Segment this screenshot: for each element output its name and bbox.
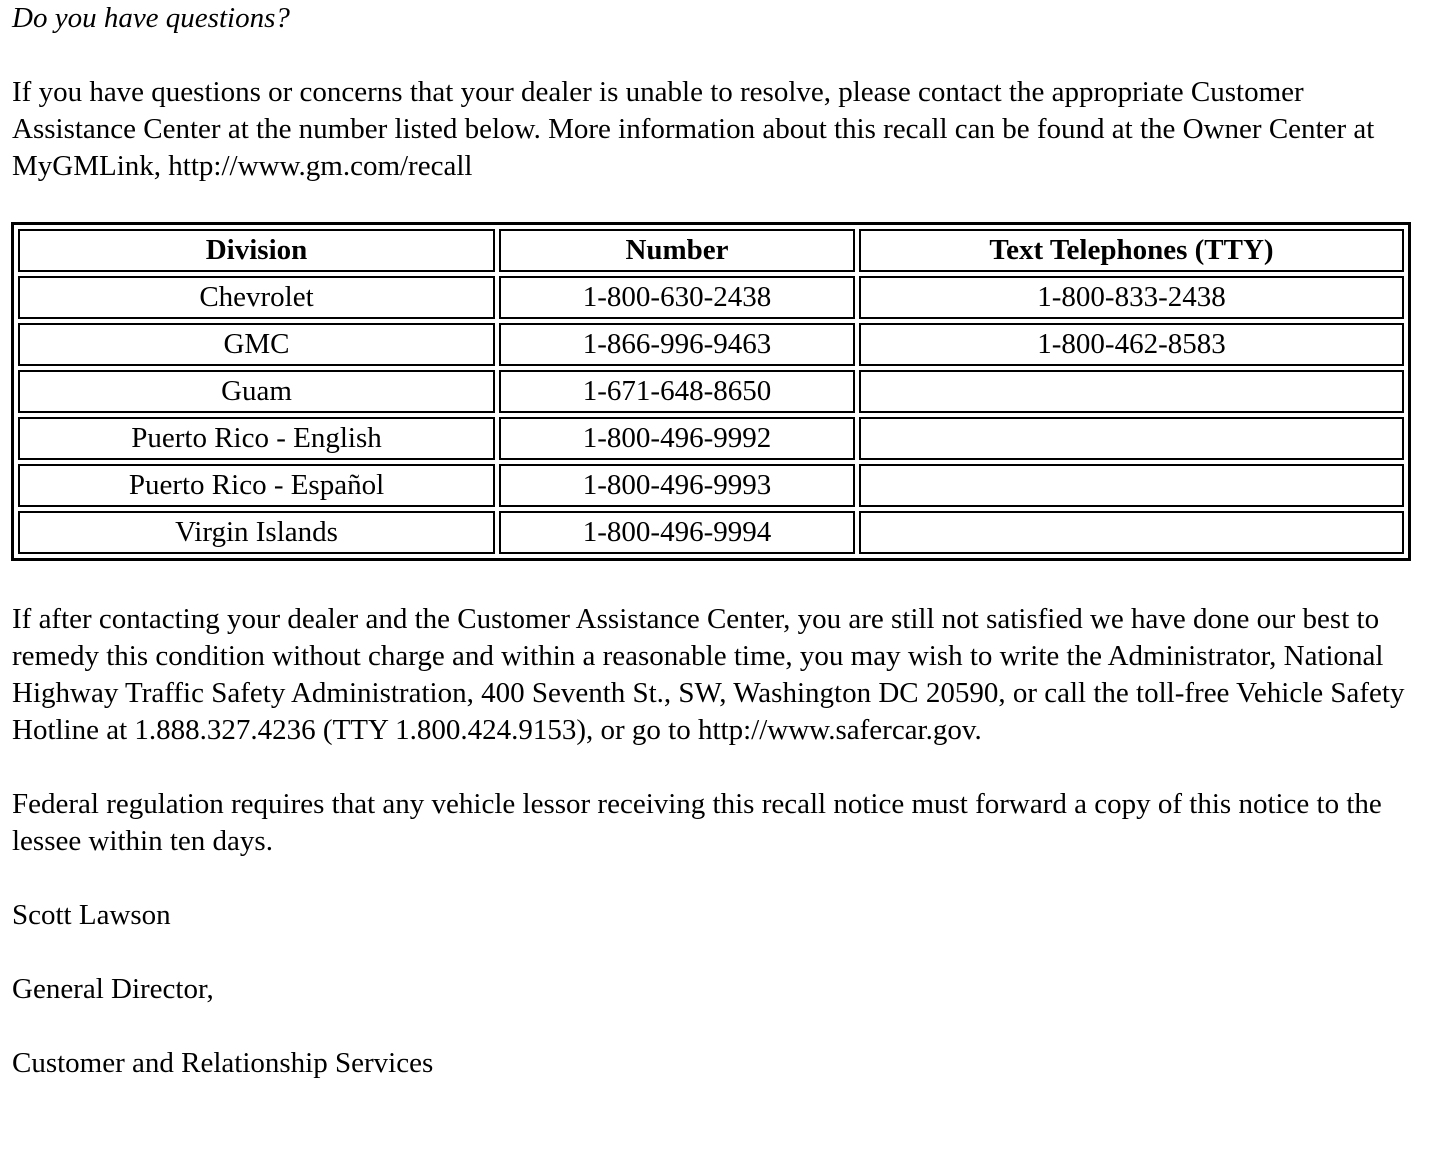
table-row — [18, 417, 1404, 460]
cell-number: 1-800-630-2438 — [499, 276, 855, 319]
cell-tty: 1-800-833-2438 — [859, 276, 1404, 319]
cell-tty — [859, 417, 1404, 460]
table-row — [18, 370, 1404, 413]
table-row — [18, 464, 1404, 507]
cell-tty — [859, 511, 1404, 554]
cell-tty — [859, 464, 1404, 507]
cell-division: Puerto Rico - Español — [18, 464, 495, 507]
questions-heading: Do you have questions? — [12, 2, 290, 34]
cell-number: 1-800-496-9993 — [499, 464, 855, 507]
signature-department: Customer and Relationship Services — [12, 1047, 434, 1079]
intro-paragraph: If you have questions or concerns that your dealer is unable to resolve, please contact the appropriate Customer Assistance Center at the number listed below. More information about this recall can be found at the Owner Center at MyGMLink, http://www.gm.com/recall — [12, 76, 1375, 182]
header-tty: Text Telephones (TTY) — [859, 229, 1404, 272]
cell-number: 1-800-496-9994 — [499, 511, 855, 554]
cell-division: Chevrolet — [18, 276, 495, 319]
contact-table — [11, 222, 1411, 561]
cell-number: 1-800-496-9992 — [499, 417, 855, 460]
cell-number: 1-866-996-9463 — [499, 323, 855, 366]
lessor-paragraph: Federal regulation requires that any vehicle lessor receiving this recall notice must forward a copy of this notice to the lessee within ten days. — [12, 788, 1382, 857]
cell-division: GMC — [18, 323, 495, 366]
nhtsa-paragraph: If after contacting your dealer and the Customer Assistance Center, you are still not satisfied we have done our best to remedy this condition without charge and within a reasonable time, you may wish to write the Administrator, National Highway Traffic Safety Administration, 400 Seventh St., SW, Washington DC 20590, or call the toll-free Vehicle Safety Hotline at 1.888.327.4236 (TTY 1.800.424.9153), or go to http://www.safercar.gov. — [12, 603, 1405, 746]
cell-division: Guam — [18, 370, 495, 413]
cell-tty — [859, 370, 1404, 413]
header-number: Number — [499, 229, 855, 272]
cell-tty: 1-800-462-8583 — [859, 323, 1404, 366]
cell-division: Virgin Islands — [18, 511, 495, 554]
cell-number: 1-671-648-8650 — [499, 370, 855, 413]
cell-division: Puerto Rico - English — [18, 417, 495, 460]
table-header-row — [18, 229, 1404, 272]
signature-name: Scott Lawson — [12, 899, 171, 931]
header-division: Division — [18, 229, 495, 272]
table-row — [18, 276, 1404, 319]
table-row — [18, 323, 1404, 366]
signature-title: General Director, — [12, 973, 214, 1005]
table-row — [18, 511, 1404, 554]
